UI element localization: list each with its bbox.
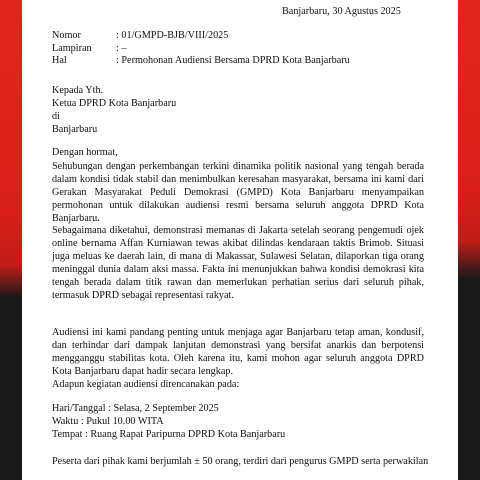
right-decorative-band	[458, 0, 480, 480]
recipient-line: Ketua DPRD Kota Banjarbaru	[52, 98, 177, 109]
paragraph-2: Sebagaimana diketahui, demonstrasi memanas di Jakarta setelah seorang pengemudi ojek online bernama Affan Kurniawan tewas akibat dilindas kendaraan taktis Brimob. Situasi juga meluas ke daerah lain, di mana di Makassar, Sulawesi Selatan, dilaporkan tiga orang meninggal dunia dalam aksi massa. Fakta ini menunjukkan bahwa kondisi demokrasi kita tengah berada dalam titik rawan dan memerlukan perhatian serius dari seluruh pihak, termasuk DPRD sebagai representasi rakyat.	[52, 225, 424, 301]
recipient-line: Banjarbaru	[52, 124, 98, 135]
meta-attachment	[52, 43, 126, 54]
meta-subject	[52, 55, 350, 66]
schedule-place: Tempat : Ruang Rapat Paripurna DPRD Kota Banjarbaru	[52, 429, 286, 440]
schedule-day: Hari/Tanggal : Selasa, 2 September 2025	[52, 403, 219, 414]
recipient-line: Kepada Yth.	[52, 85, 104, 96]
paragraph-1: Sehubungan dengan perkembangan terkini dinamika politik nasional yang tengah berada dalam kondisi tidak stabil dan menimbulkan keresahan masyarakat, bersama ini kami dari Gerakan Masyarakat Peduli Demokrasi (GMPD) Kota Banjarbaru menyampaikan permohonan untuk dilakukan audiensi resmi bersama seluruh anggota DPRD Kota Banjarbaru.	[52, 161, 424, 224]
letter-date: Banjarbaru, 30 Agustus 2025	[282, 6, 401, 17]
paragraph-3: Audiensi ini kami pandang penting untuk menjaga agar Banjarbaru tetap aman, kondusif, dan terhindar dari dampak lanjutan demonstrasi yang bersifat anarkis dan berpotensi mengganggu stabilitas kota. Oleh karena itu, kami mohon agar seluruh anggota DPRD Kota Banjarbaru dapat hadir secara lengkap.	[52, 327, 424, 377]
recipient-line: di	[52, 111, 60, 122]
left-decorative-band	[0, 0, 22, 480]
closing-paragraph: Peserta dari pihak kami berjumlah ± 50 orang, terdiri dari pengurus GMPD serta perwakilan	[52, 456, 429, 467]
paragraph-4: Adapun kegiatan audiensi direncanakan pada:	[52, 379, 240, 390]
meta-subject-value: : Permohonan Audiensi Bersama DPRD Kota Banjarbaru	[116, 55, 350, 66]
schedule-time: Waktu : Pukul 10.00 WITA	[52, 416, 164, 427]
meta-subject-key: Hal	[52, 55, 67, 66]
meta-attachment-key: Lampiran	[52, 43, 92, 54]
greeting: Dengan hormat,	[52, 147, 118, 158]
meta-number-value: : 01/GMPD-BJB/VIII/2025	[116, 30, 229, 41]
meta-number	[52, 30, 228, 41]
meta-attachment-value: : –	[116, 43, 127, 54]
meta-number-key: Nomor	[52, 30, 81, 41]
letter-page	[52, 0, 429, 480]
